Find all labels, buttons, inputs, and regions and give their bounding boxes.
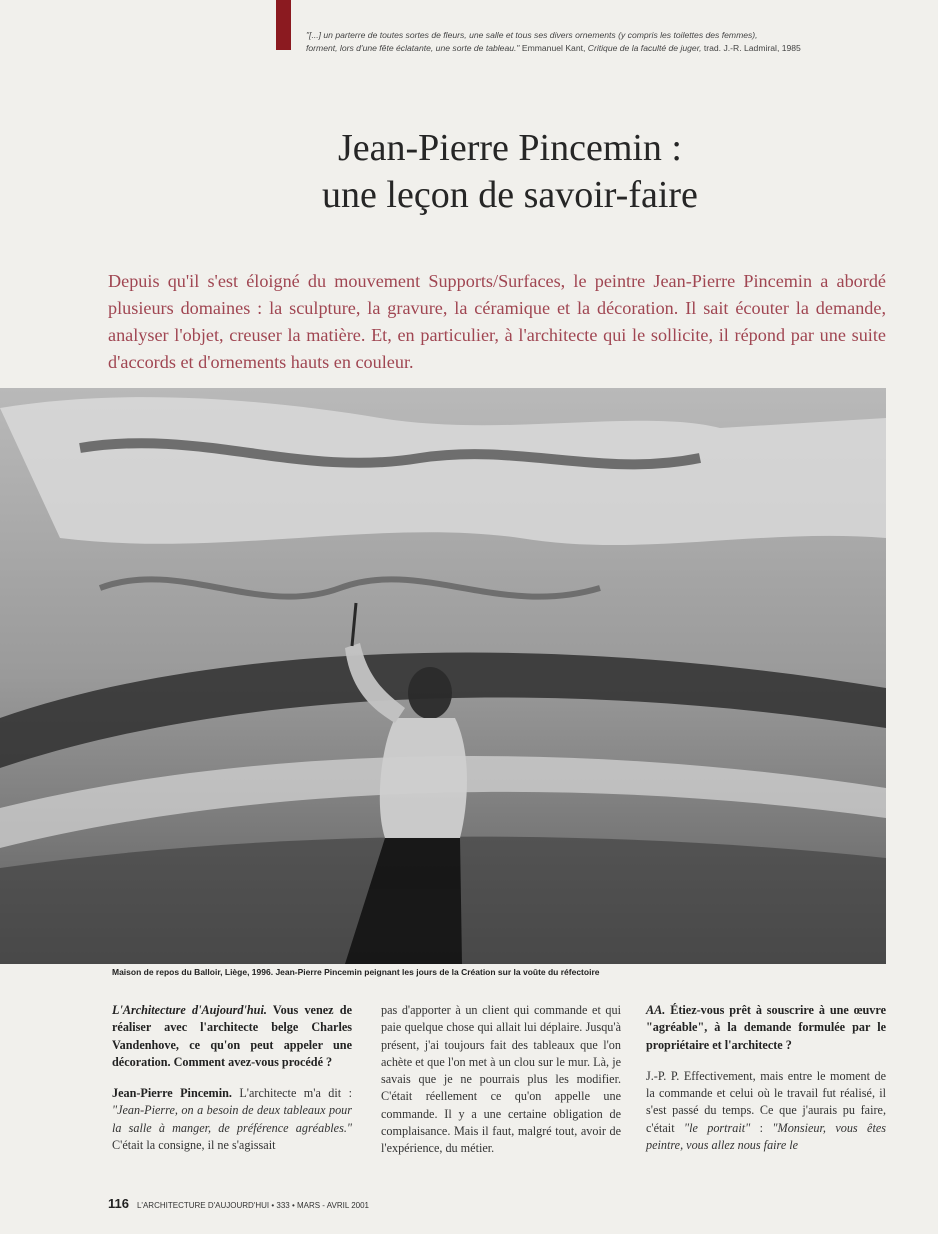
title-line-2: une leçon de savoir-faire: [322, 174, 698, 216]
answer-1-continued: pas d'apporter à un client qui commande et qui paie quelque chose qui allait lui déplaire. Jusqu'à présent, j'ai toujours fait des tableaux que l'on achète et que l'on met à un clou sur le mur. Là, je savais que je ne pourrais plus les modifier. C'était réellement ce qu'on appelle une commande. Il y a une certaine obligation de complaisance. Mais il faut, malgré tout, avoir de l'expérience, du métier.: [381, 1003, 621, 1156]
accent-bar: [276, 0, 291, 50]
page-footer: [108, 1196, 369, 1211]
publication-info: L'ARCHITECTURE D'AUJOURD'HUI • 333 • MARS - AVRIL 2001: [136, 1201, 369, 1210]
page-number: 116: [108, 1196, 129, 1211]
article-title: [240, 125, 780, 219]
answer-1-quote: "Jean-Pierre, on a besoin de deux tableaux pour la salle à manger, de préférence agréables.": [112, 1103, 352, 1135]
question-1-text: Vous venez de réaliser avec l'architecte belge Charles Vandenhove, ce qu'on peut appeler une décoration. Comment avez-vous procédé ?: [112, 1003, 352, 1069]
answer-2-quote-2: "Monsieur, vous êtes peintre, vous allez nous faire le: [646, 1120, 886, 1153]
answer-1: [112, 1085, 352, 1154]
question-2: [646, 1002, 886, 1054]
title-line-1: Jean-Pierre Pincemin :: [337, 127, 682, 169]
answer-1-text-a: L'architecte m'a dit :: [231, 1086, 352, 1101]
answer-2-speaker: J.-P. P.: [646, 1068, 680, 1083]
photo-caption: Maison de repos du Balloir, Liège, 1996. Jean-Pierre Pincemin peignant les jours de la Création sur la voûte du réfectoire: [112, 967, 600, 977]
answer-1-speaker: Jean-Pierre Pincemin.: [112, 1086, 232, 1101]
answer-2-quote-1: "le portrait": [683, 1120, 751, 1135]
answer-2-text-b: :: [750, 1120, 773, 1135]
question-2-speaker: AA.: [646, 1003, 666, 1017]
question-1-speaker: L'Architecture d'Aujourd'hui.: [112, 1003, 267, 1017]
question-1: [112, 1002, 352, 1071]
answer-2: [646, 1068, 886, 1154]
lead-paragraph: Depuis qu'il s'est éloigné du mouvement Supports/Surfaces, le peintre Jean-Pierre Pincemin a abordé plusieurs domaines : la sculpture, la gravure, la céramique et la décoration. Il sait écouter la demande, analyser l'objet, creuser la matière. Et, en particulier, à l'architecte qui le sollicite, il répond par une suite d'accords et d'ornements hauts en couleur.: [108, 271, 886, 372]
photo-painter-on-vault: [0, 388, 886, 964]
answer-1-text-b: C'était la consigne, il ne s'agissait: [112, 1138, 276, 1153]
answer-2-text-a: Effectivement, mais entre le moment de la commande et celui où le travail fut réalisé, il s'est passé du temps. Ce que j'aurais pu faire, c'était: [646, 1068, 886, 1135]
epigraph-work: Critique de la faculté de juger,: [587, 43, 702, 53]
epigraph-translation: trad. J.-R. Ladmiral, 1985: [701, 43, 801, 53]
epigraph: [306, 29, 906, 55]
epigraph-author: Emmanuel Kant,: [519, 43, 588, 53]
epigraph-line-1: [306, 29, 906, 42]
epigraph-line-2: [306, 42, 906, 55]
column-3: [646, 1002, 886, 1168]
epigraph-quote-2: forment, lors d'une fête éclatante, une sorte de tableau.": [306, 43, 520, 53]
column-1: [112, 1002, 352, 1168]
question-2-text: Étiez-vous prêt à souscrire à une œuvre "agréable", à la demande formulée par le propriétaire et l'architecte ?: [646, 1003, 886, 1052]
epigraph-quote-1: "[...] un parterre de toutes sortes de fleurs, une salle et tous ses divers ornements (y compris les toilettes des femmes),: [306, 30, 758, 40]
column-2: [381, 1002, 621, 1172]
